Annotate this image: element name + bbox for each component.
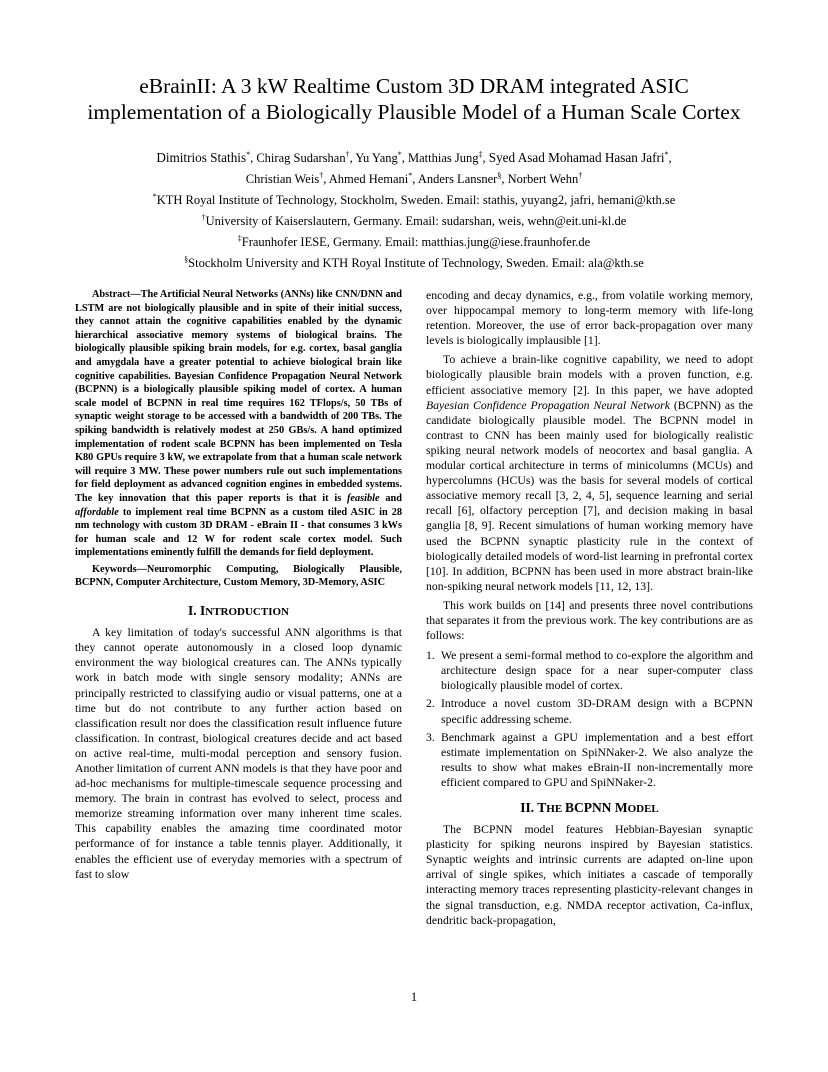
section-heading-initial: M [614, 800, 628, 815]
author-mark: * [246, 149, 251, 159]
author-name: Norbert Wehn [507, 172, 579, 186]
body-text: (BCPNN) as the candidate biologically plausible model. The BCPNN model in contrast to CNN has been mainly used for biologically realistic spiking neural network models of neocortex and basal ganglia. A modular cortical architecture in terms of minicolumns (MCUs) and hypercolumns (HCUs) was the basis for several models of cortical associative memory recall [3, 2, 4, 5], sequence learning and serial recall [6], olfactory perception [7], and decision making in basal ganglia [8, 9]. Recent simulations of human working memory have used the BCPNN synaptic plasticity rule in the context of biologically detailed models of word-list learning in prefrontal cortex [10]. In addition, BCPNN has been used in more abstract brain-like non-spiking neural network models [11, 12, 13]. [426, 398, 753, 593]
list-text: Introduce a novel custom 3D-DRAM design with a BCPNN specific addressing scheme. [441, 697, 753, 726]
author-line-1: Dimitrios Stathis*, Chirag Sudarshan†, Yu Yang*, Matthias Jung‡, Syed Asad Mohamad Hasan Jafri*, [156, 149, 672, 165]
abstract-text: and [379, 492, 402, 504]
affiliation [40, 232, 788, 252]
list-item [426, 648, 753, 693]
abstract-text: Abstract—The Artificial Neural Networks (ANNs) like CNN/DNN and LSTM are not biologically plausible and in spite of their initial success, they cannot attain the cognitive capabilities enabled by the dynamic hierarchical associative memory systems of biological brains. The biologically plausible spiking brain models, for e.g. cortex, basal ganglia and amygdala have a greater potential to achieve biological brain like cognitive capabilities. Bayesian Confidence Propagation Neural Network (BCPNN) is a biologically plausible spiking model of cortex. A human scale model of BCPNN in real time requires 162 TFlops/s, 50 TBs of synaptic weight storage to be accessed with a bandwidth of 200 TBs. The spiking bandwidth is relatively modest at 250 GBs/s. A hand optimized implementation of rodent scale BCPNN has been implemented on Tesla K80 GPUs require 3 kW, we extrapolate from that a human scale network will require 3 MW. These power numbers rule out such implementations for field deployment as advanced cognition engines in embedded systems. The key innovation that this paper reports is that it is [75, 289, 402, 504]
author-mark: † [319, 170, 324, 180]
affiliation-text: KTH Royal Institute of Technology, Stockholm, Sweden. Email: stathis, yuyang2, jafri, hemani@kth.se [156, 193, 676, 207]
right-column [426, 288, 753, 928]
list-number: 3. [426, 730, 435, 744]
paper-title [40, 73, 788, 125]
body-text: To achieve a brain-like cognitive capability, we need to adopt biologically plausible brain models with a proven function, e.g. efficient associative memory [2]. In this paper, we have adopted [426, 353, 753, 397]
abstract-emphasis: affordable [75, 506, 119, 518]
page-number: 1 [410, 990, 418, 1004]
author-name: Dimitrios Stathis [156, 150, 247, 165]
author-mark: † [578, 170, 583, 180]
affiliation-mark: ‡ [237, 233, 242, 243]
list-item [426, 730, 753, 790]
author-mark: * [408, 170, 413, 180]
author-name: Ahmed Hemani [328, 172, 409, 186]
author-mark: ‡ [478, 149, 483, 159]
list-number: 1. [426, 649, 435, 663]
body-paragraph: The BCPNN model features Hebbian-Bayesian synaptic plasticity for spiking neurons inspired by Bayesian statistics. Synaptic weights and intrinsic currents are adapted on-line upon arrival of single spikes, which initiates a cascade of temporally interacting memory traces representing plasticity-relevant changes in the signal transduction, e.g. NMDA receptor activation, Ca-influx, dendritic back-propagation, [426, 823, 753, 927]
body-paragraph: This work builds on [14] and presents three novel contributions that separates it from the previous work. The key contributions are as follows: [426, 598, 753, 643]
list-item [426, 696, 753, 726]
affiliation [40, 211, 788, 231]
section-numeral: I. [187, 603, 200, 619]
abstract-text: to implement real time BCPNN as a custom tiled ASIC in 28 nm technology with custom 3D DRAM - eBrain II - that consumes 3 kWs for human scale and 12 W for rodent scale cortex model. Such implementations eminently fulfill the demands for field deployment. [75, 506, 402, 559]
affiliation-text: Stockholm University and KTH Royal Institute of Technology, Sweden. Email: ala@kth.se [188, 256, 644, 270]
section-heading-introduction [75, 603, 402, 620]
abstract [75, 288, 402, 560]
affiliation-text: Fraunhofer IESE, Germany. Email: matthias.jung@iese.fraunhofer.de [241, 235, 591, 249]
author-mark: * [664, 149, 669, 159]
author-name: Matthias Jung [408, 151, 479, 165]
section-heading-rest: ODEL [627, 803, 659, 815]
body-paragraph [426, 352, 753, 594]
section-heading-word: BCPNN [564, 800, 615, 815]
left-column [75, 288, 402, 882]
author-block [40, 148, 788, 273]
abstract-emphasis: feasible [347, 492, 380, 504]
section-heading-rest: HE [546, 803, 565, 815]
affiliation [40, 190, 788, 210]
author-mark: † [345, 149, 350, 159]
affiliation-text: University of Kaiserslautern, Germany. Email: sudarshan, weis, wehn@eit.uni-kl.de [205, 214, 627, 228]
affiliation [40, 253, 788, 273]
list-number: 2. [426, 697, 435, 711]
body-paragraph: encoding and decay dynamics, e.g., from volatile working memory, over hippocampal memory to long-term memory with life-long retention. Moreover, the use of error back-propagation over many levels is biologically implausible [1]. [426, 289, 753, 348]
list-text: Benchmark against a GPU implementation and a best effort estimate implementation on SpiNNaker-2. We also analyze the results to show what makes eBrain-II non-incrementally more efficient compared to GPU and SpiNNaker-2. [441, 730, 753, 789]
list-text: We present a semi-formal method to co-explore the algorithm and architecture design space for a near super-computer class biologically plausible model of cortex. [441, 649, 753, 693]
author-name: Syed Asad Mohamad Hasan Jafri [488, 150, 665, 165]
body-emphasis: Bayesian Confidence Propagation Neural Network [426, 398, 670, 412]
affiliation-mark: * [152, 191, 157, 201]
title-line-1: eBrainII: A 3 kW Realtime Custom 3D DRAM integrated ASIC [139, 74, 689, 98]
author-line-2: Christian Weis†, Ahmed Hemani*, Anders Lansner§, Norbert Wehn† [245, 170, 583, 186]
section-numeral: II. [520, 800, 538, 815]
section-heading-rest: NTRODUCTION [205, 606, 289, 619]
section-heading-initial: I [200, 603, 206, 619]
author-name: Chirag Sudarshan [256, 151, 346, 165]
section-heading-bcpnn-model [426, 800, 753, 817]
author-name: Anders Lansner [417, 172, 498, 186]
title-line-2: implementation of a Biologically Plausible Model of a Human Scale Cortex [87, 100, 741, 124]
affiliation-mark: § [184, 254, 189, 264]
author-mark: § [497, 170, 502, 180]
body-paragraph: A key limitation of today's successful ANN algorithms is that they cannot operate autonomously in a closed loop dynamic environment the way biological creatures can. The ANNs typically work in batch mode with single sensory modality; ANNs are principally restricted to classifying audio or visual patterns, one at a time but do not contribute to any further action based on classification result nor does the classification result influence future classification. In contrast, biological creatures decide and act based on active real-time, multi-modal perception and sensory fusion. Another limitation of current ANN models is that they have poor and ad-hoc mechanisms for multiple-timescale sequence processing and memory. The brain in contrast has evolved to select, process and memorize streaming information over many inherent time scales. This capability enables the amazing time coordinated motor performance of for instance a table tennis player. Additionally, it enables the efficient use of everyday memories with a spectrum of fast to slow [75, 626, 402, 881]
keywords: Keywords—Neuromorphic Computing, Biologically Plausible, BCPNN, Computer Architecture, Custom Memory, 3D-Memory, ASIC [75, 563, 402, 589]
affiliation-mark: † [201, 212, 206, 222]
author-name: Christian Weis [245, 172, 320, 186]
contribution-list [426, 648, 753, 790]
author-mark: * [397, 149, 402, 159]
author-name: Yu Yang [355, 151, 398, 165]
section-heading-initial: T [537, 800, 547, 815]
